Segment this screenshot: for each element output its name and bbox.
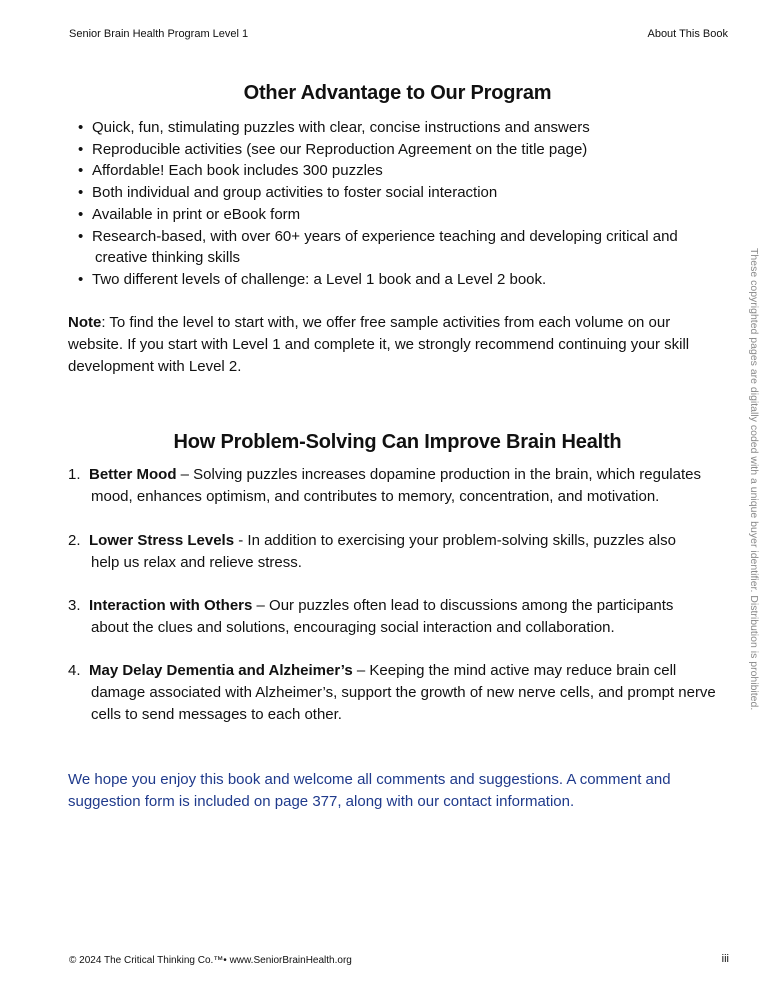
item-text-continued: about the clues and solutions, encouraging social interaction and collaboration.: [91, 619, 615, 636]
numbered-item-interaction: [68, 595, 738, 639]
item-term: Interaction with Others: [89, 597, 253, 614]
item-number: 2.: [68, 532, 81, 549]
item-text-continued: help us relax and relieve stress.: [91, 554, 302, 571]
list-item-text: Both individual and group activities to foster social interaction: [92, 184, 498, 202]
item-text-continued: damage associated with Alzheimer’s, support the growth of new nerve cells, and prompt nerve cells to send messages to each other.: [91, 684, 716, 723]
note-text: : To find the level to start with, we offer free sample activities from each volume on our website. If you start with Level 1 and complete it, we strongly recommend continuing your skill development with Level 2.: [68, 314, 690, 375]
list-item: [78, 117, 718, 139]
item-text: - In addition to exercising your problem-solving skills, puzzles also: [234, 532, 676, 549]
note-paragraph: [68, 312, 718, 378]
item-term: Lower Stress Levels: [89, 532, 235, 549]
footer-copyright: © 2024 The Critical Thinking Co.™• www.SeniorBrainHealth.org: [69, 955, 352, 966]
numbered-item-lower-stress: [68, 530, 738, 574]
list-item: [78, 160, 718, 182]
list-item: [78, 139, 718, 161]
list-item-text: Two different levels of challenge: a Level 1 book and a Level 2 book.: [92, 270, 547, 288]
bullet-icon: •: [78, 140, 84, 158]
list-item-text: Available in print or eBook form: [92, 205, 301, 223]
item-text: – Our puzzles often lead to discussions among the participants: [252, 597, 674, 614]
list-item: [78, 182, 718, 204]
copyright-side-note: These copyrighted pages are digitally coded with a unique buyer identifier. Distribution is prohibited.: [748, 248, 760, 711]
bullet-icon: •: [78, 270, 84, 288]
closing-paragraph: We hope you enjoy this book and welcome all comments and suggestions. A comment and suggestion form is included on page 377, along with our contact information.: [68, 771, 671, 810]
list-item-text: Affordable! Each book includes 300 puzzles: [92, 162, 383, 180]
page-number: iii: [721, 953, 729, 965]
section-title-brain-health: How Problem-Solving Can Improve Brain Health: [173, 431, 622, 454]
list-item-text-continued: creative thinking skills: [95, 249, 241, 267]
item-text-continued: mood, enhances optimism, and contributes to memory, concentration, and motivation.: [91, 488, 660, 505]
list-item: [78, 226, 718, 269]
list-item: [78, 204, 718, 226]
bullet-icon: •: [78, 205, 84, 223]
numbered-item-dementia: [68, 660, 738, 726]
note-label: Note: [68, 314, 102, 331]
bullet-icon: •: [78, 184, 84, 202]
list-item-text: Research-based, with over 60+ years of experience teaching and developing critical and: [92, 227, 678, 245]
list-item-text: Reproducible activities (see our Reproduction Agreement on the title page): [92, 140, 588, 158]
bullet-icon: •: [78, 119, 84, 136]
item-term: Better Mood: [89, 466, 177, 483]
running-header-title: Senior Brain Health Program Level 1: [69, 28, 249, 40]
bullet-icon: •: [78, 162, 84, 180]
list-item-text: Quick, fun, stimulating puzzles with clear, concise instructions and answers: [92, 119, 590, 136]
item-term: May Delay Dementia and Alzheimer’s: [89, 662, 353, 679]
item-text: – Solving puzzles increases dopamine production in the brain, which regulates: [176, 466, 701, 483]
running-header-section: About This Book: [647, 28, 728, 40]
numbered-item-better-mood: [68, 464, 738, 508]
bullet-icon: •: [78, 227, 84, 245]
item-number: 1.: [68, 466, 81, 483]
item-text: – Keeping the mind active may reduce brain cell: [352, 662, 677, 679]
advantages-list: [78, 117, 718, 291]
list-item: [78, 269, 718, 291]
section-title-advantages: Other Advantage to Our Program: [243, 82, 552, 105]
item-number: 4.: [68, 662, 81, 679]
item-number: 3.: [68, 597, 81, 614]
